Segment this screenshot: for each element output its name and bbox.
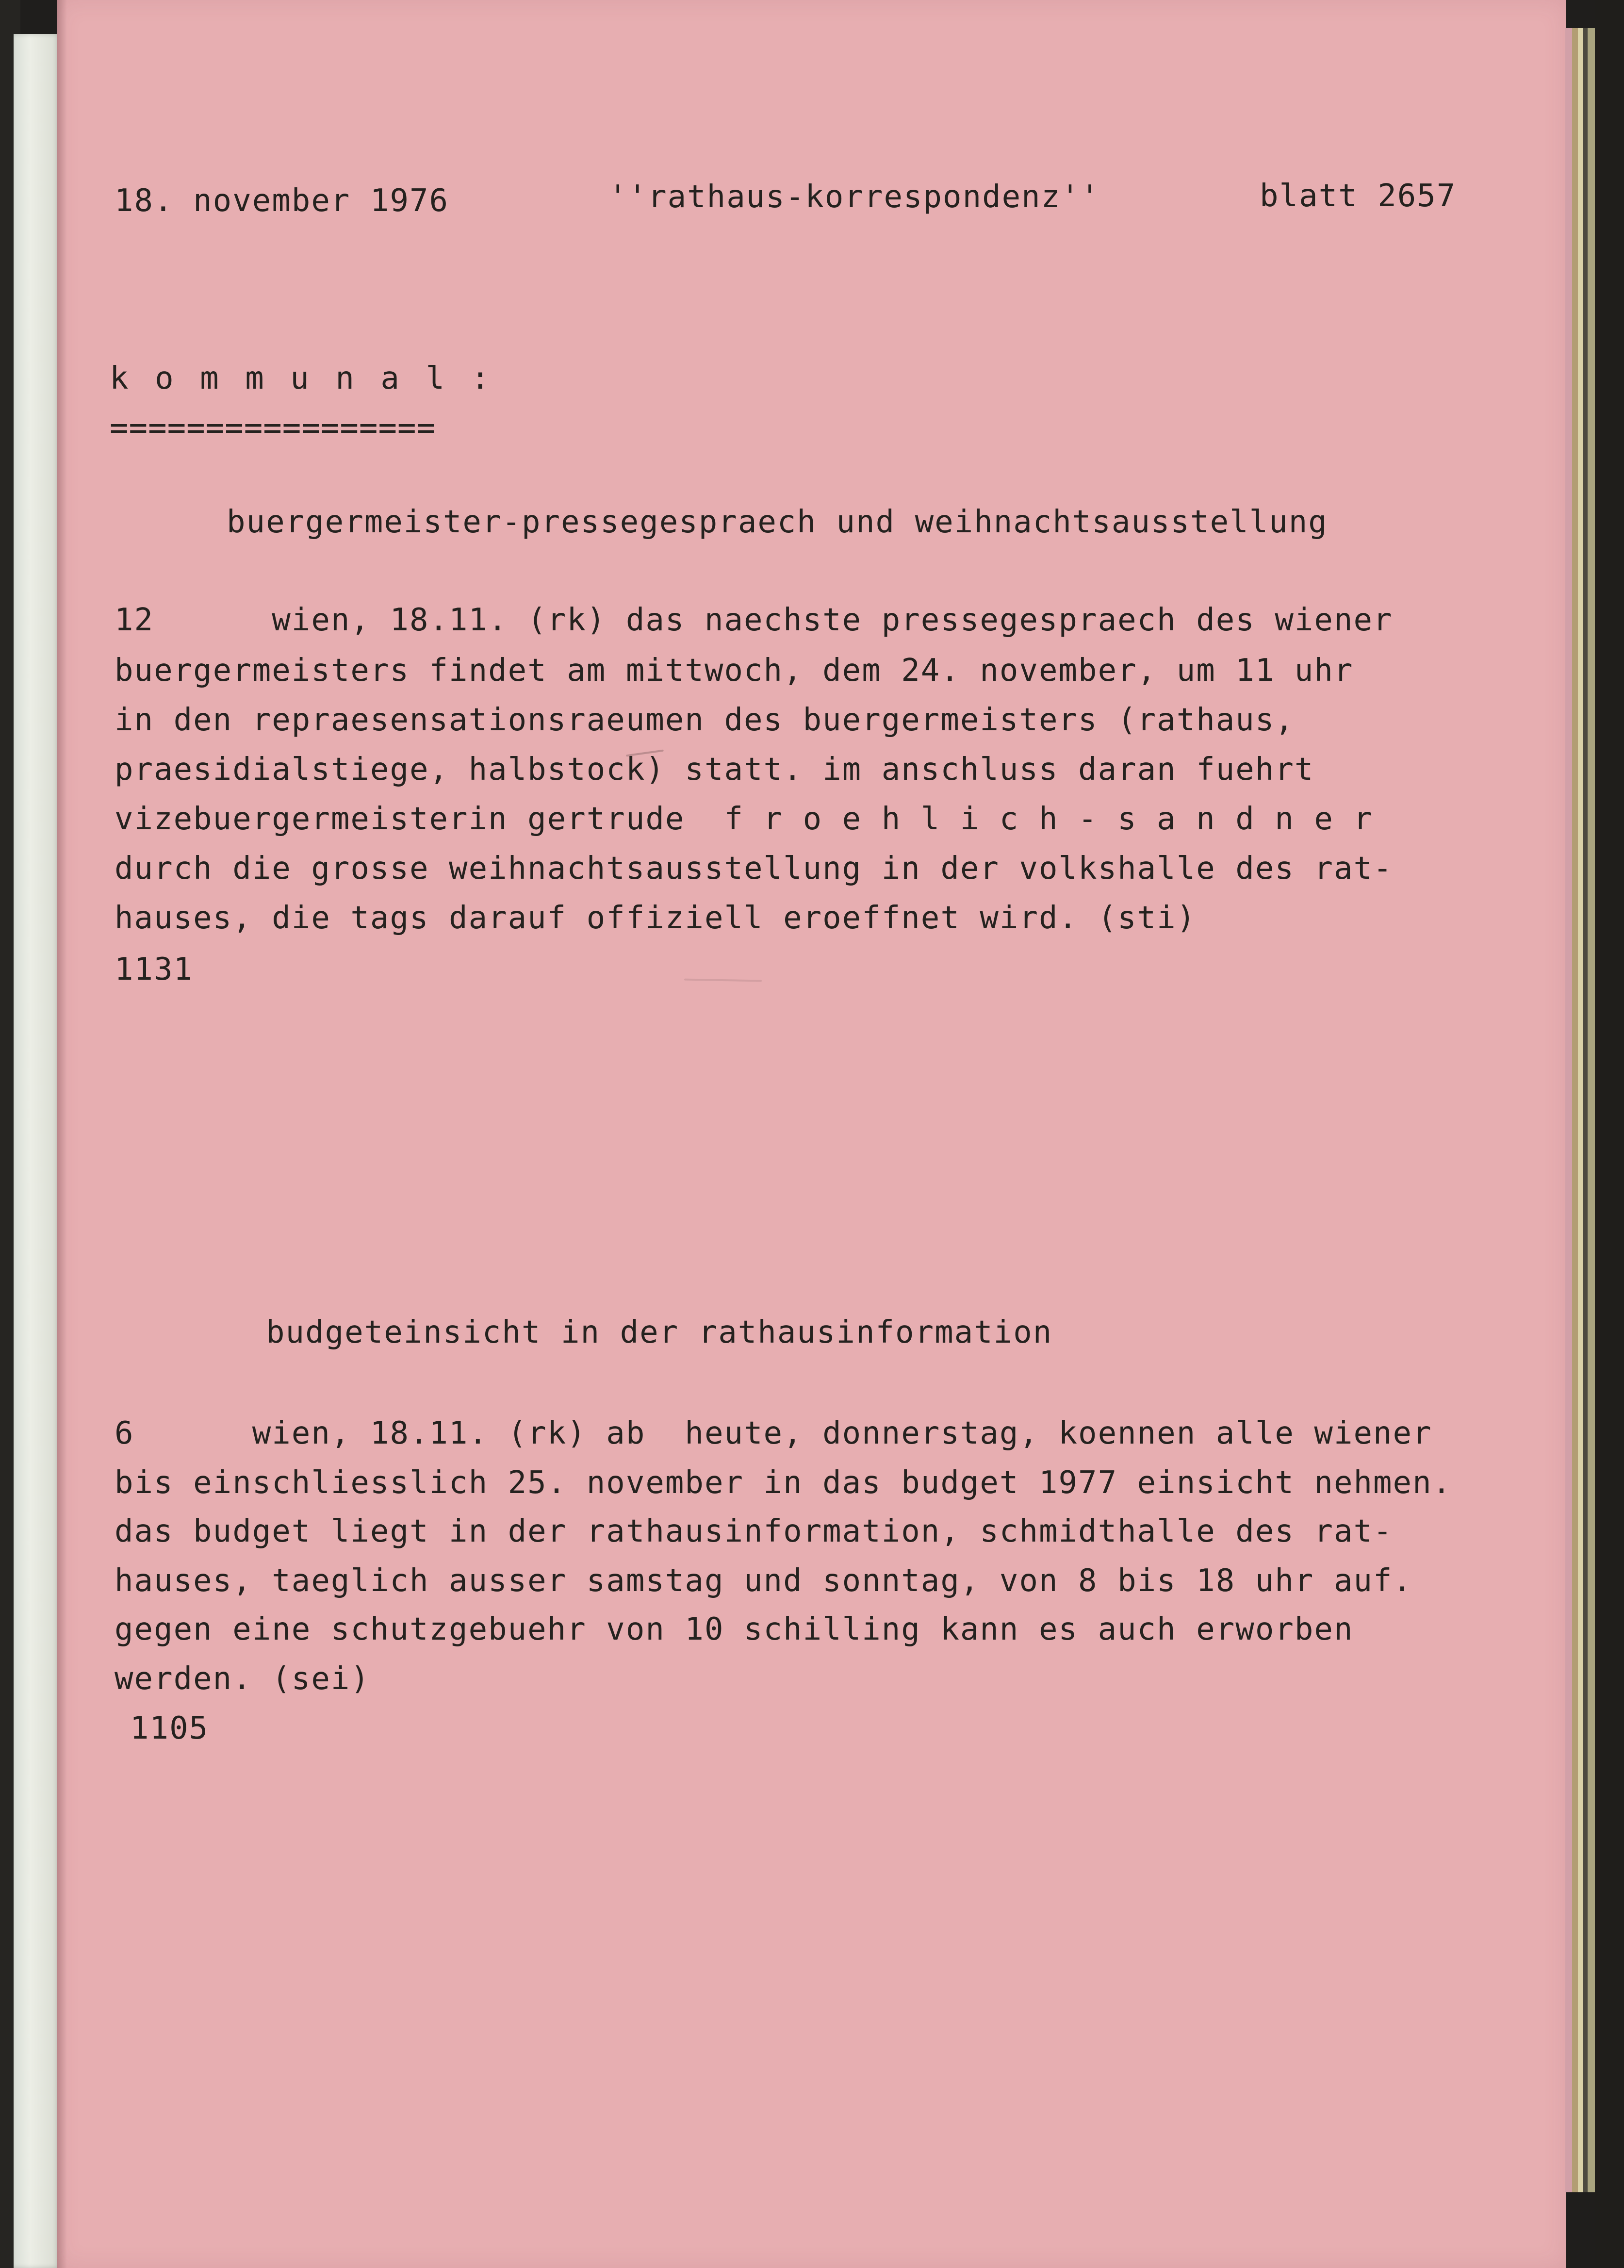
article-line: gegen eine schutzgebuehr von 10 schilling kann es auch erworben <box>115 1611 1354 1647</box>
pencil-mark <box>684 979 762 982</box>
bleed-through-text <box>115 1014 265 1039</box>
article-line: hauses, taeglich ausser samstag und sonntag, von 8 bis 18 uhr auf. <box>115 1563 1413 1599</box>
article-code: 1131 <box>115 952 194 987</box>
article-line: hauses, die tags darauf offiziell eroeffnet wird. (sti) <box>115 900 1197 936</box>
publication-name: ''rathaus-korrespondenz'' <box>608 179 1100 215</box>
article-line: das budget liegt in der rathausinformation, schmidthalle des rat- <box>115 1513 1393 1549</box>
sheet-number: blatt 2657 <box>1260 178 1457 214</box>
article-line: 12 wien, 18.11. (rk) das naechste pressegespraech des wiener <box>115 602 1393 638</box>
article-line: vizebuergermeisterin gertrude f r o e h l i c h - s a n d n e r <box>115 801 1373 837</box>
article-line: in den repraesensationsraeumen des buergermeisters (rathaus, <box>115 702 1295 738</box>
document-date: 18. november 1976 <box>115 183 449 219</box>
article-line: praesidialstiege, halbstock) statt. im anschluss daran fuehrt <box>115 752 1314 788</box>
article-code: 1105 <box>130 1710 209 1746</box>
article-title: buergermeister-pressegespraech und weihnachtsausstellung <box>227 504 1328 540</box>
section-underline: ================= <box>110 410 436 446</box>
article-line: 6 wien, 18.11. (rk) ab heute, donnerstag, koennen alle wiener <box>115 1415 1432 1451</box>
article-line: werden. (sei) <box>115 1661 370 1697</box>
article-line: buergermeisters findet am mittwoch, dem 24. november, um 11 uhr <box>115 653 1354 689</box>
article-title: budgeteinsicht in der rathausinformation <box>266 1315 1053 1350</box>
article-line: durch die grosse weihnachtsausstellung in der volkshalle des rat- <box>115 851 1393 887</box>
article-line: bis einschliesslich 25. november in das budget 1977 einsicht nehmen. <box>115 1465 1452 1501</box>
section-title: k o m m u n a l : <box>110 361 494 396</box>
